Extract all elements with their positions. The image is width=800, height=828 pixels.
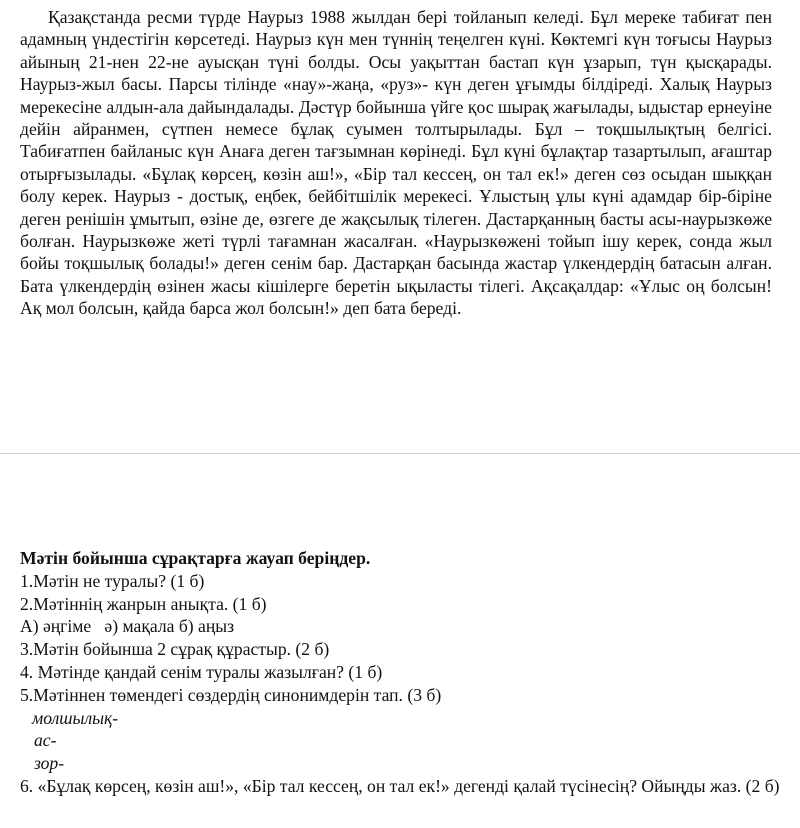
questions-section [20, 547, 790, 798]
question-1: 1.Мәтін не туралы? (1 б) [20, 570, 205, 591]
synonym-word-1: молшылық- [32, 707, 119, 728]
question-2-options: А) әңгіме ә) мақала б) аңыз [20, 616, 235, 637]
question-4: 4. Мәтінде қандай сенім туралы жазылған? (1 б) [20, 661, 383, 682]
reading-passage: Қазақстанда ресми түрде Наурыз 1988 жылдан бері тойланып келеді. Бұл мереке табиғат пен адамның үндестігін көрсетеді. Наурыз күн мен түннің теңелген күні. Көктемгі күн тоғысы Наурыз айының 21-нен 22-не ауысқан түні болды. Осы уақыттан бастап күн ұзарып, түн қысқарады. Наурыз-жыл басы. Парсы тілінде «нау»-жаңа, «руз»- күн деген ұғымды білдіреді. Халық Наурыз мерекесіне алдын-ала дайындалады. Дәстүр бойынша үйге қос шырақ жағылады, ыдыстар ернеуіне дейін айранмен, сүтпен немесе бұлақ суымен толтырылады. Бұл – тоқшылықтың белгісі. Табиғатпен байланыс күн Анаға деген тағзымнан көрінеді. Бұл күні бұлақтар тазартылып, ағаштар отырғызылады. «Бұлақ көрсең, көзін аш!», «Бір тал кессең, он тал ек!» деген сөз осыдан шыққан болу керек. Наурыз - достық, еңбек, бейбітшілік мерекесі. Ұлыстың ұлы күні адамдар бір-біріне деген ренішін ұмытып, өзіне де, өзгеге де жақсылық тілеген. Дастарқанның басты асы-наурызкөже болған. Наурызкөже жеті түрлі тағамнан жасалған. «Наурызкөжені тойып ішу керек, сонда жыл бойы тоқшылық болады!» деген сенім бар. Дастарқан басында жастар үлкендердің батасын алған. Бата үлкендердің өзінен жасы кішілерге беретін ықыласты тілегі. Ақсақалдар: «Ұлыс оң болсын! Ақ мол болсын, қайда барса жол болсын!» деп бата береді. [20, 7, 772, 319]
question-3: 3.Мәтін бойынша 2 сұрақ құрастыр. (2 б) [20, 639, 330, 660]
question-2: 2.Мәтіннің жанрын анықта. (1 б) [20, 593, 267, 614]
question-6: 6. «Бұлақ көрсең, көзін аш!», «Бір тал кессең, он тал ек!» дегенді қалай түсінесің? Ойыңды жаз. (2 б) [20, 775, 780, 796]
question-5: 5.Мәтіннен төмендегі сөздердің синонимдерін тап. (3 б) [20, 684, 442, 705]
section-divider [0, 453, 800, 454]
synonym-word-3: зор- [34, 753, 65, 774]
synonym-word-2: ас- [34, 730, 57, 751]
questions-heading: Мәтін бойынша сұрақтарға жауап беріңдер. [20, 548, 371, 568]
